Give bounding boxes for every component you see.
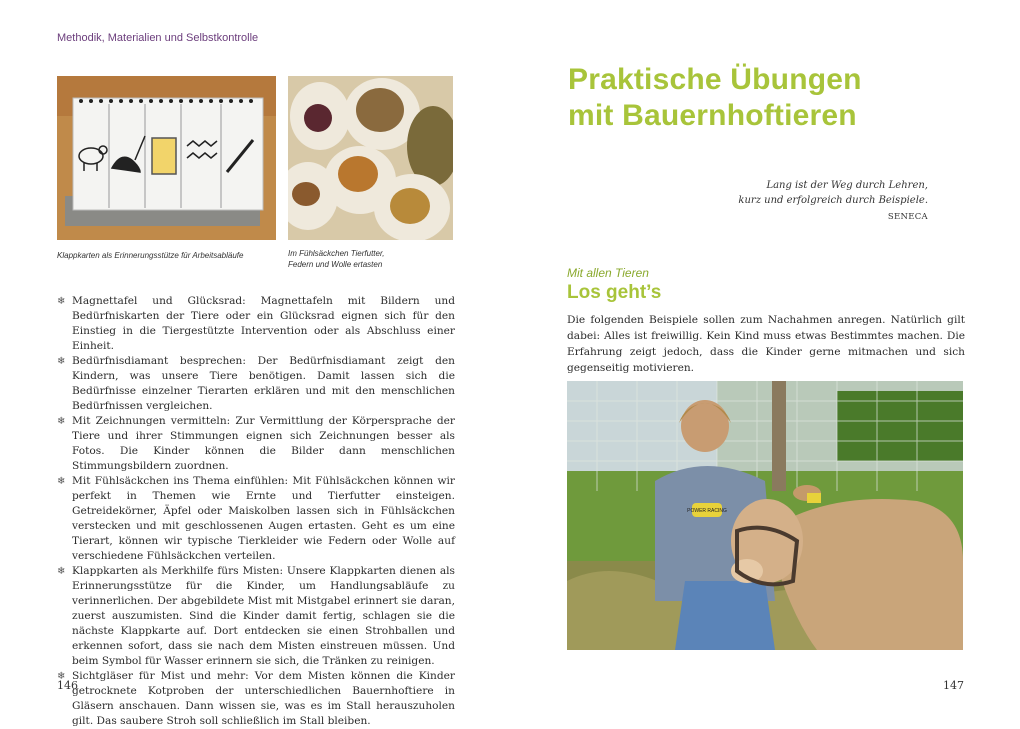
intro-paragraph: Die folgenden Beispiele sollen zum Nachahmen anregen. Natürlich gilt dabei: Alles ist freiwillig. Kein Kind muss etwas Bestimmtes machen. Die Erfahrung zeigt jedoch, dass die Kinder gerne mitmachen und sich gegenseitig motivieren. — [567, 314, 965, 374]
boy-with-calf-photo — [567, 381, 963, 650]
bullet-item: ❄ Klappkarten als Merkhilfe fürs Misten: Unsere Klappkarten dienen als Erinnerungsstütze für die Kinder, um Handlungsabläufe zu verinnerlichen. Der abgebildete Mist mit Mistgabel erinnert sie daran, zuerst auszumisten. Sind die Kinder damit fertig, schlagen sie die nächste Klappkarte auf. Dort entdecken sie einen Strohballen und erkennen sofort, dass sie nach dem Misten einstreuen müssen. Und beim Symbol für Wasser erinnern sie sich, die Tränken zu reinigen. — [57, 565, 455, 667]
section-heading: Los geht’s — [567, 282, 662, 303]
right-page — [510, 0, 1020, 720]
klappkarten-illustration — [57, 76, 276, 240]
snowflake-bullet-icon: ❄ — [57, 416, 66, 427]
bullet-item: ❄ Sichtgläser für Mist und mehr: Vor dem Misten können die Kinder getrocknete Kotproben der unterschiedlichen Bauernhoftiere in Gläsern anschauen. Dann wissen sie, was es im Stall herauszuholen gilt. Das saubere Stroh soll schließlich im Stall bleiben. — [57, 670, 455, 727]
left-page — [0, 0, 510, 727]
fuehlsaeckchen-photo — [288, 76, 453, 240]
snowflake-bullet-icon: ❄ — [57, 566, 66, 577]
caption-klappkarten: Klappkarten als Erinnerungsstütze für Arbeitsabläufe — [57, 251, 244, 260]
bullet-item: ❄ Bedürfnisdiamant besprechen: Der Bedürfnisdiamant zeigt den Kindern, was unsere Tiere benötigen. Damit lassen sich die Bedürfnisse einzelner Tierarten erklären und mit den menschlichen Bedürfnissen vergleichen. — [57, 355, 455, 412]
klappkarten-photo — [57, 76, 276, 240]
epigraph-author: SENECA — [887, 212, 928, 222]
boy-with-calf-illustration — [567, 381, 963, 650]
page-number-right: 147 — [943, 679, 964, 692]
caption-fuehlsaeckchen: Im Fühlsäckchen Tierfutter, Federn und Wolle ertasten — [288, 249, 385, 269]
snowflake-bullet-icon: ❄ — [57, 296, 66, 307]
fuehlsaeckchen-illustration — [288, 76, 453, 240]
bullet-item: ❄ Magnettafel und Glücksrad: Magnettafeln mit Bildern und Bedürfniskarten der Tiere oder ein Glücksrad eignen sich für den Einstieg in die Tiergestützte Intervention oder als Abschluss einer Einheit. — [57, 295, 455, 352]
snowflake-bullet-icon: ❄ — [57, 476, 66, 487]
bullet-item: ❄ Mit Fühlsäckchen ins Thema einfühlen: Mit Fühlsäckchen können wir perfekt in Themen wie Ernte und Tierfutter einsteigen. Getreidekörner, Äpfel oder Maiskolben lassen sich in Fühlsäckchen verstecken und mit geschlossenen Augen ertasten. Geht es um eine Tierart, können wir typische Tierkleider wie Federn oder Wolle auf verschiedene Fühlsäckchen verteilen. — [57, 475, 455, 562]
chapter-title: Praktische Übungen mit Bauernhoftieren — [568, 63, 862, 132]
section-kicker: Mit allen Tieren — [567, 266, 649, 280]
snowflake-bullet-icon: ❄ — [57, 671, 66, 682]
page-number-left: 146 — [57, 679, 78, 692]
snowflake-bullet-icon: ❄ — [57, 356, 66, 367]
method-bullet-list — [57, 294, 455, 729]
shirt-logo: POWER RACING — [687, 508, 727, 514]
epigraph-quote: Lang ist der Weg durch Lehren, kurz und erfolgreich durch Beispiele. — [738, 180, 928, 206]
bullet-item: ❄ Mit Zeichnungen vermitteln: Zur Vermittlung der Körpersprache der Tiere und ihrer Stimmungen eignen sich Zeichnungen besser als Fotos. Die Kinder können die Bilder dann menschlichen Stimmungsbildern zuordnen. — [57, 415, 455, 472]
running-head: Methodik, Materialien und Selbstkontrolle — [57, 32, 259, 44]
